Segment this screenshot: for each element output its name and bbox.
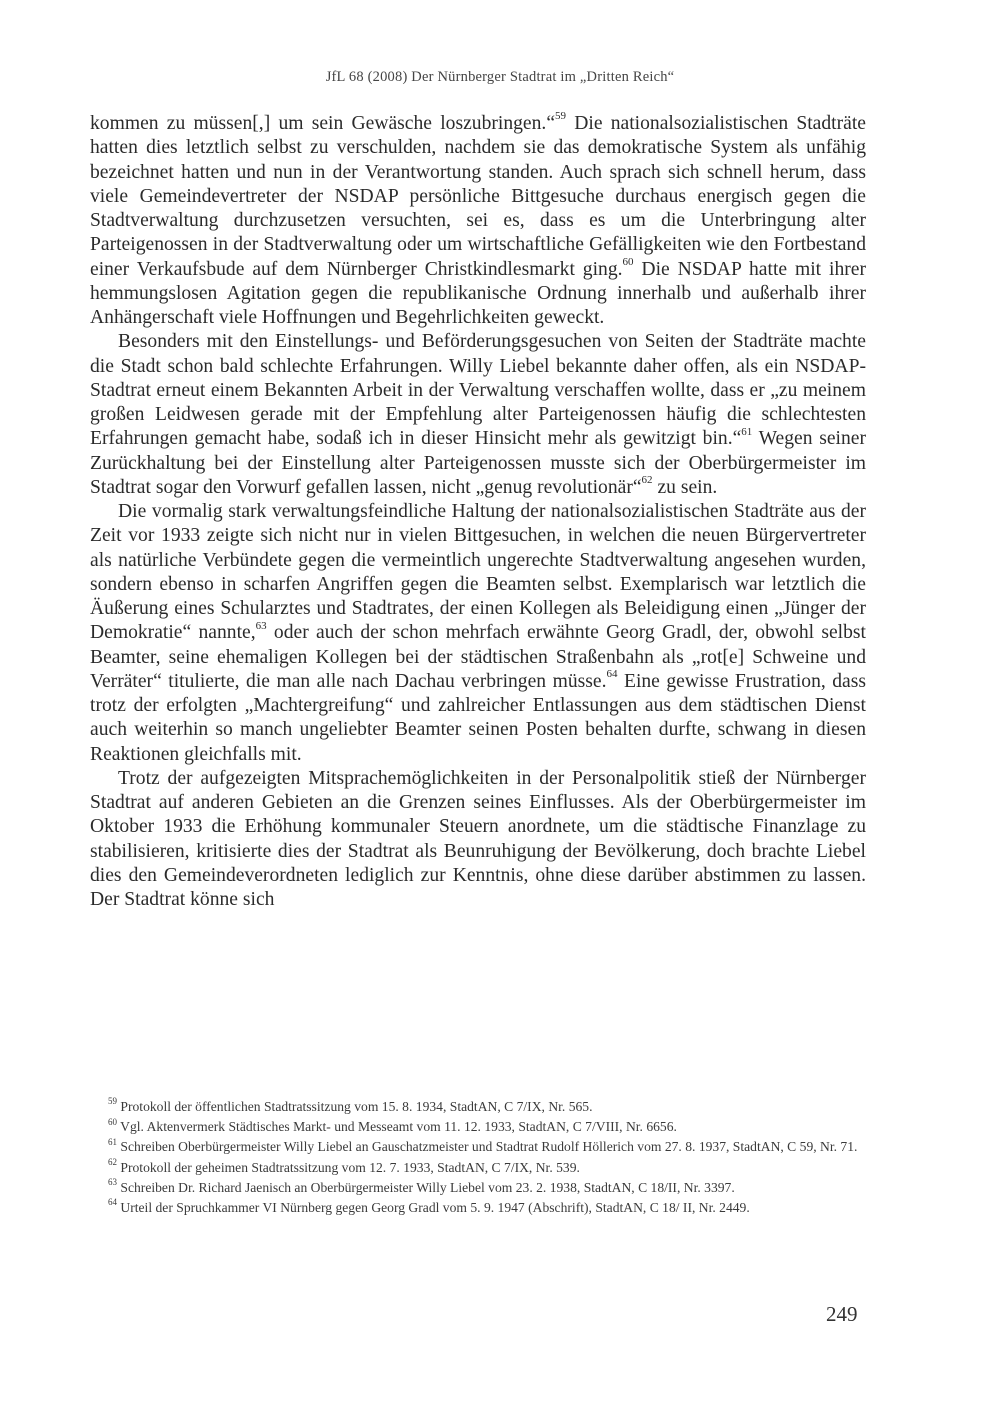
- footnote-number: 64: [108, 1197, 117, 1208]
- text-run: oder auch der schon mehrfach erwähnte Georg Gradl, der, obwohl selbst Beamter, seine ehemaligen Kollegen bei der städtischen Straßenbahn als „rot[e] Schweine und Verräter“ titulierte, die man alle nach Dachau verbringen müsse.: [90, 622, 866, 692]
- footnote-60: [90, 1117, 866, 1136]
- footnote-number: 59: [108, 1096, 117, 1107]
- text-run: Besonders mit den Einstellungs- und Beförderungsgesuchen von Seiten der Stadträte machte die Stadt schon bald schlechte Erfahrungen. Willy Liebel bekannte daher offen, als ein NSDAP-Stadtrat erneut einem Bekannten Arbeit in der Verwaltung verschaffen wollte, dass er „zu meinem großen Leidwesen gerade mit der Empfehlung alter Parteigenossen häufig die schlechtesten Erfahrungen gemacht habe, sodaß ich in dieser Hinsicht mehr als gewitzigt bin.“: [90, 331, 866, 450]
- footnote-63: [90, 1178, 866, 1197]
- paragraph-1: [90, 112, 866, 330]
- footnote-62: [90, 1158, 866, 1177]
- text-run: kommen zu müssen[,] um sein Gewäsche loszubringen.“: [90, 113, 556, 134]
- footnote-number: 61: [108, 1136, 117, 1147]
- paragraph-2: [90, 330, 866, 500]
- footnote-text: Vgl. Aktenvermerk Städtisches Markt- und Messeamt vom 11. 12. 1933, StadtAN, C 7/VIII, Nr. 6656.: [120, 1119, 677, 1135]
- footnote-text: Protokoll der öffentlichen Stadtratssitzung vom 15. 8. 1934, StadtAN, C 7/IX, Nr. 565.: [120, 1099, 593, 1114]
- paragraph-3: [90, 500, 866, 767]
- footnote-text: Protokoll der geheimen Stadtratssitzung vom 12. 7. 1933, StadtAN, C 7/IX, Nr. 539.: [120, 1159, 580, 1175]
- text-run: Die NSDAP hatte mit ihrer hemmungslosen Agitation gegen die republikanische Ordnung innerhalb und außerhalb ihrer Anhängerschaft viele Hoffnungen und Begehrlichkeiten geweckt.: [90, 258, 866, 328]
- footnote-text: Schreiben Oberbürgermeister Willy Liebel an Gauschatzmeister und Stadtrat Rudolf Höllerich vom 27. 8. 1937, StadtAN, C 59, Nr. 71.: [120, 1139, 858, 1155]
- footnotes-section: [90, 1097, 866, 1218]
- footnote-number: 60: [108, 1116, 117, 1127]
- main-text: [90, 112, 866, 912]
- footnote-64: [90, 1198, 866, 1217]
- footnote-ref-60[interactable]: 60: [622, 255, 634, 268]
- paragraph-4: Trotz der aufgezeigten Mitsprachemöglichkeiten in der Personalpolitik stieß der Nürnberger Stadtrat auf anderen Gebieten an die Grenzen seines Einflusses. Als der Oberbürgermeister im Oktober 1933 die Erhöhung kommunaler Steuern anordnete, um die städtische Finanzlage zu stabilisieren, kritisierte dies der Stadtrat als Beunruhigung der Bevölkerung, doch brachte Liebel dies den Gemeindeverordneten lediglich zur Kenntnis, ohne diese darüber abstimmen zu lassen. Der Stadtrat könne sich: [90, 767, 866, 910]
- footnote-ref-64[interactable]: 64: [606, 668, 618, 681]
- footnote-number: 62: [108, 1157, 117, 1168]
- footnote-text: Urteil der Spruchkammer VI Nürnberg gegen Georg Gradl vom 5. 9. 1947 (Abschrift), StadtAN, C 18/ II, Nr. 2449.: [120, 1200, 750, 1216]
- text-run: zu sein.: [652, 476, 718, 498]
- running-header: JfL 68 (2008) Der Nürnberger Stadtrat im „Dritten Reich“: [325, 69, 675, 85]
- text-run: Eine gewisse Frustration, dass trotz der erfolgten „Machtergreifung“ und zahlreicher Entlassungen aus dem städtischen Dienst auch weiterhin so manch ungeliebter Beamter seinen Posten behalten durfte, schwang in diesen Reaktionen gleichfalls mit.: [90, 670, 866, 765]
- footnote-ref-59[interactable]: 59: [555, 110, 567, 123]
- footnote-ref-63[interactable]: 63: [255, 619, 267, 632]
- footnote-text: Schreiben Dr. Richard Jaenisch an Oberbürgermeister Willy Liebel vom 23. 2. 1938, StadtAN, C 18/II, Nr. 3397.: [120, 1179, 735, 1195]
- text-run: Die vormalig stark verwaltungsfeindliche Haltung der nationalsozialistischen Stadträte aus der Zeit vor 1933 zeigte sich nicht nur in vielen Bittgesuchen, in welchen die neuen Bürgervertreter als natürliche Verbündete gegen die vermeintlich ungerechte Stadtverwaltung angesehen wurden, sondern ebenso in scharfen Angriffen gegen die Beamten selbst. Exemplarisch war letztlich die Äußerung eines Schularztes und Stadtrates, der einen Kollegen als Beleidigung einen „Jünger der Demokratie“ nannte,: [90, 501, 866, 644]
- footnote-59: [90, 1097, 866, 1116]
- footnote-ref-61[interactable]: 61: [741, 425, 753, 438]
- text-run: Die nationalsozialistischen Stadträte hatten dies letztlich selbst zu verschulden, nachdem sie das demokratische System als unfähig bezeichnet hatten und nun in der Verantwortung standen. Auch sprach sich schnell herum, dass viele Gemeindevertreter der NSDAP persönliche Bittgesuche durchaus energisch gegen die Stadtverwaltung durchzusetzen versuchten, sei es, dass es um die Unterbringung alter Parteigenossen in der Stadtverwaltung oder um wirtschaftliche Gefälligkeiten wie den Fortbestand einer Verkaufsbude auf dem Nürnberger Christkindlesmarkt ging.: [90, 113, 866, 280]
- page-number: 249: [826, 1302, 858, 1326]
- footnote-ref-62[interactable]: 62: [641, 474, 653, 487]
- text-run: Wegen seiner Zurückhaltung bei der Einstellung alter Parteigenossen musste sich der Oberbürgermeister im Stadtrat sogar den Vorwurf gefallen lassen, nicht „genug revolutionär“: [90, 428, 866, 498]
- footnote-number: 63: [108, 1177, 117, 1188]
- footnote-61: [90, 1137, 866, 1156]
